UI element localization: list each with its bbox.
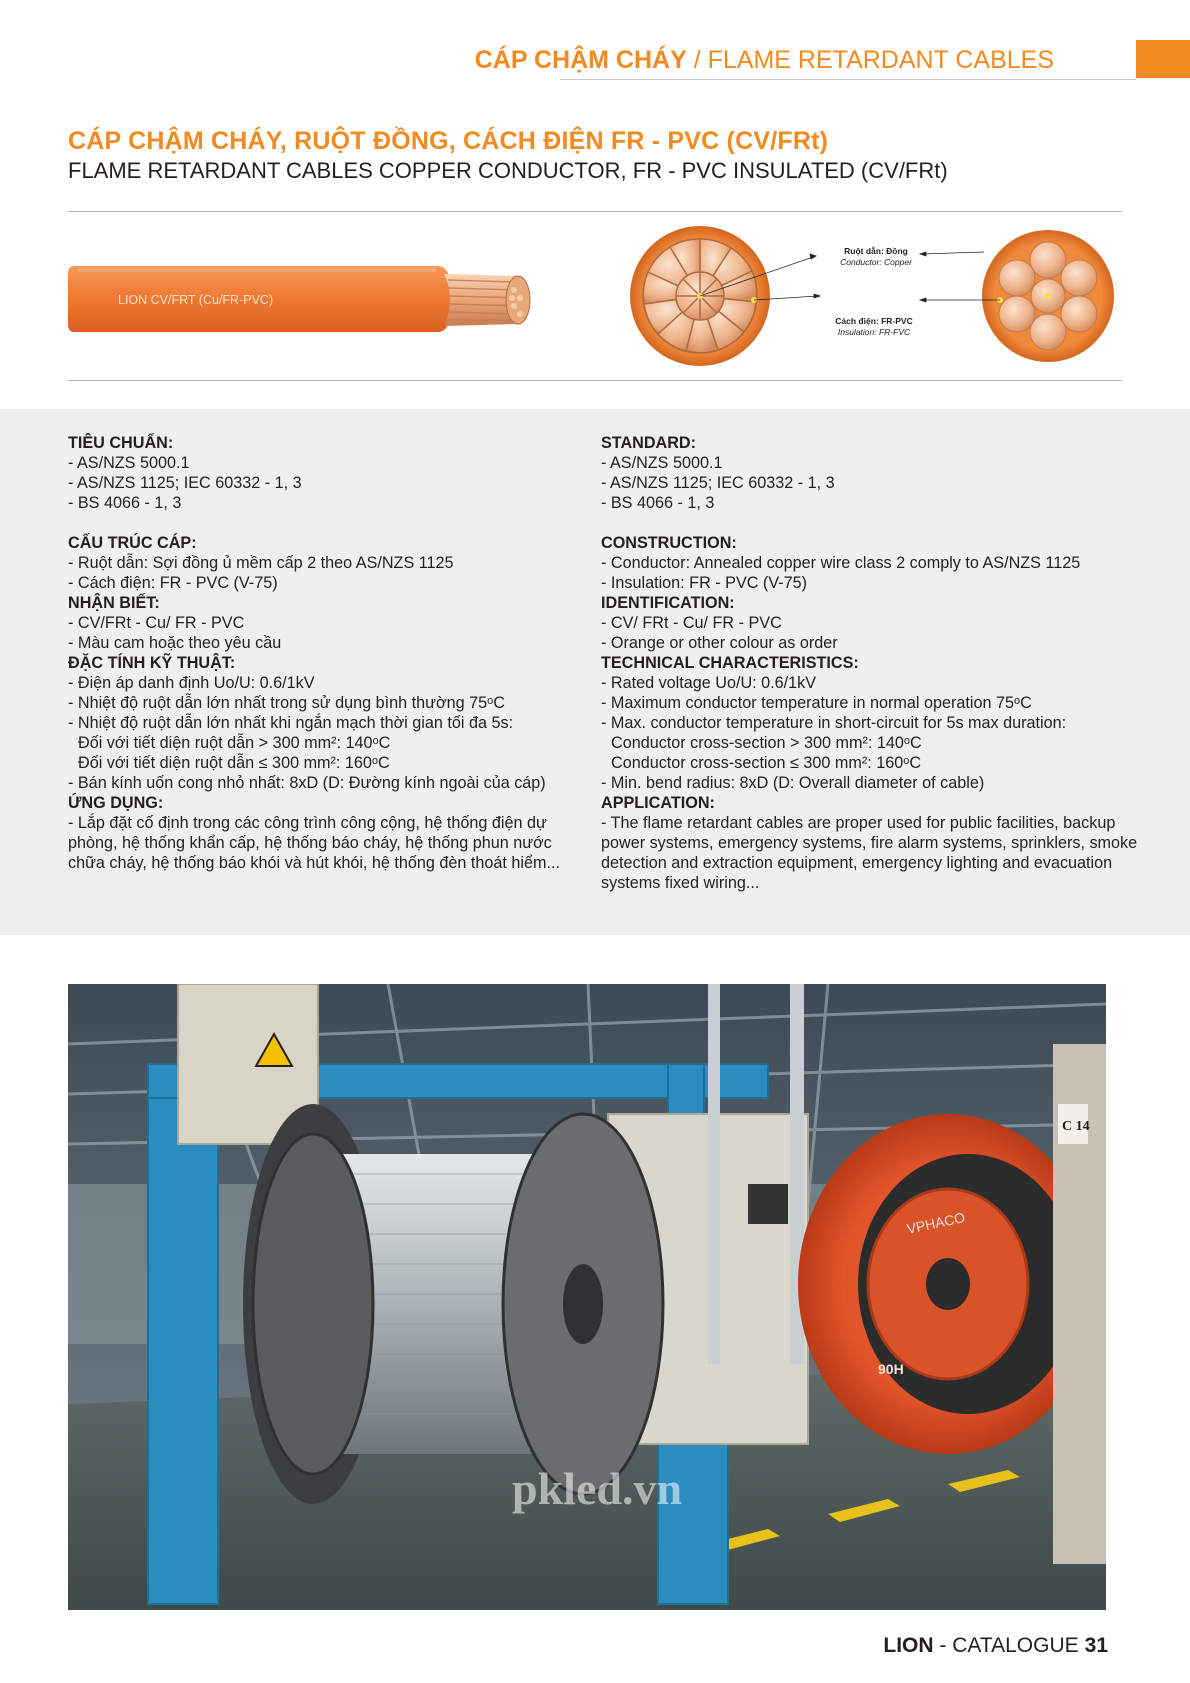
technical-item: - Min. bend radius: 8xD (D: Overall diameter of cable) <box>601 774 985 792</box>
identification-item: - CV/ FRt - Cu/ FR - PVC <box>601 614 782 632</box>
standard-item: - AS/NZS 1125; IEC 60332 - 1, 3 <box>601 474 835 492</box>
photo-watermark: pkled.vn <box>512 1463 683 1514</box>
standard-heading: TIÊU CHUẨN: <box>68 434 174 452</box>
header-separator: / <box>686 46 708 74</box>
header-title-en: FLAME RETARDANT CABLES <box>707 46 1054 74</box>
product-title-vi: CÁP CHẬM CHÁY, RUỘT ĐỒNG, CÁCH ĐIỆN FR - PVC (CV/FRt) <box>68 127 829 155</box>
construction-heading: CẤU TRÚC CÁP: <box>68 534 197 552</box>
header-accent-block <box>1136 40 1190 78</box>
standard-item: - BS 4066 - 1, 3 <box>68 494 182 512</box>
cable-figure <box>68 214 1122 378</box>
technical-heading: ĐẶC TÍNH KỸ THUẬT: <box>68 654 236 672</box>
identification-item: - Orange or other colour as order <box>601 634 838 652</box>
construction-item: - Conductor: Annealed copper wire class 2 comply to AS/NZS 1125 <box>601 554 1081 572</box>
construction-heading: CONSTRUCTION: <box>601 534 737 552</box>
cable-figure-svg <box>68 214 1122 378</box>
construction-item: - Insulation: FR - PVC (V-75) <box>601 574 808 592</box>
product-title-en: FLAME RETARDANT CABLES COPPER CONDUCTOR, FR - PVC INSULATED (CV/FRt) <box>68 158 948 183</box>
technical-heading: TECHNICAL CHARACTERISTICS: <box>601 654 859 672</box>
divider-top <box>68 211 1122 212</box>
conductor-label-en: Conductor: Copper <box>840 257 912 267</box>
construction-item: - Ruột dẫn: Sợi đồng ủ mềm cấp 2 theo AS/NZS 1125 <box>68 554 454 572</box>
application-text: - The flame retardant cables are proper used for public facilities, backup power systems, emergency systems, fire alarm systems, sprinklers, smoke detection and extraction equipment, emergency lighting and evacuation systems fixed wiring... <box>601 814 1138 892</box>
cable-print: LION CV/FRT (Cu/FR-PVC) <box>118 293 274 307</box>
insulation-label-vi: Cách điện: FR-PVC <box>835 316 913 326</box>
reel-label: VPHACO <box>905 1208 967 1237</box>
spacer <box>601 513 1141 533</box>
factory-photo-svg <box>68 984 1106 1610</box>
standard-item: - AS/NZS 1125; IEC 60332 - 1, 3 <box>68 474 302 492</box>
technical-item: Conductor cross-section ≤ 300 mm²: 160ᵒC <box>611 754 922 772</box>
spec-column-vi <box>68 433 588 873</box>
identification-heading: NHẬN BIẾT: <box>68 594 160 612</box>
divider-bottom <box>68 380 1122 381</box>
technical-item: Conductor cross-section > 300 mm²: 140ᵒC <box>611 734 922 752</box>
insulation-label-en: Insulation: FR-FVC <box>837 327 911 337</box>
standard-heading: STANDARD: <box>601 434 697 452</box>
technical-item: - Maximum conductor temperature in normal operation 75ᵒC <box>601 694 1032 712</box>
technical-item: - Rated voltage Uo/U: 0.6/1kV <box>601 674 817 692</box>
column-label: C 14 <box>1062 1119 1090 1134</box>
page-footer <box>883 1634 1108 1658</box>
spacer <box>68 513 588 533</box>
technical-item: Đối với tiết diện ruột dẫn > 300 mm²: 140ᵒC <box>78 734 391 752</box>
technical-item: - Bán kính uốn cong nhỏ nhất: 8xD (D: Đường kính ngoài của cáp) <box>68 774 546 792</box>
identification-item: - CV/FRt - Cu/ FR - PVC <box>68 614 245 632</box>
application-heading: ỨNG DỤNG: <box>68 794 164 812</box>
standard-item: - AS/NZS 5000.1 <box>68 454 190 472</box>
footer-brand: LION <box>883 1634 934 1657</box>
technical-item: - Nhiệt độ ruột dẫn lớn nhất trong sử dụng bình thường 75ᵒC <box>68 694 505 712</box>
header-title <box>475 46 1054 75</box>
technical-item: - Nhiệt độ ruột dẫn lớn nhất khi ngắn mạch thời gian tối đa 5s: <box>68 714 514 732</box>
footer-separator: - <box>933 1634 953 1657</box>
header-bar <box>474 44 1136 80</box>
standard-item: - AS/NZS 5000.1 <box>601 454 723 472</box>
footer-catalogue: CATALOGUE <box>952 1634 1079 1657</box>
spec-panel <box>0 409 1190 935</box>
header-title-vi: CÁP CHẬM CHÁY <box>474 46 687 74</box>
identification-heading: IDENTIFICATION: <box>601 594 735 612</box>
construction-item: - Cách điện: FR - PVC (V-75) <box>68 574 278 592</box>
spec-column-en <box>601 433 1141 893</box>
reel-code: 90H <box>878 1361 904 1377</box>
technical-item: - Điện áp danh định Uo/U: 0.6/1kV <box>68 674 315 692</box>
identification-item: - Màu cam hoặc theo yêu cầu <box>68 634 282 652</box>
page-number: 31 <box>1084 1634 1108 1657</box>
factory-photo <box>68 984 1106 1610</box>
technical-item: Đối với tiết diện ruột dẫn ≤ 300 mm²: 160ᵒC <box>78 754 390 772</box>
technical-item: - Max. conductor temperature in short-circuit for 5s max duration: <box>601 714 1067 732</box>
cross-section-round <box>982 230 1114 362</box>
application-heading: APPLICATION: <box>601 794 715 812</box>
conductor-label-vi: Ruột dẫn: Đồng <box>844 246 908 256</box>
application-text: - Lắp đặt cố định trong các công trình công cộng, hệ thống điện dự phòng, hệ thống khẩn cấp, hệ thống báo cháy, hệ thống phun nước chữa cháy, hệ thống báo khói và hút khói, hệ thống đèn thoát hiểm... <box>68 814 561 872</box>
standard-item: - BS 4066 - 1, 3 <box>601 494 715 512</box>
